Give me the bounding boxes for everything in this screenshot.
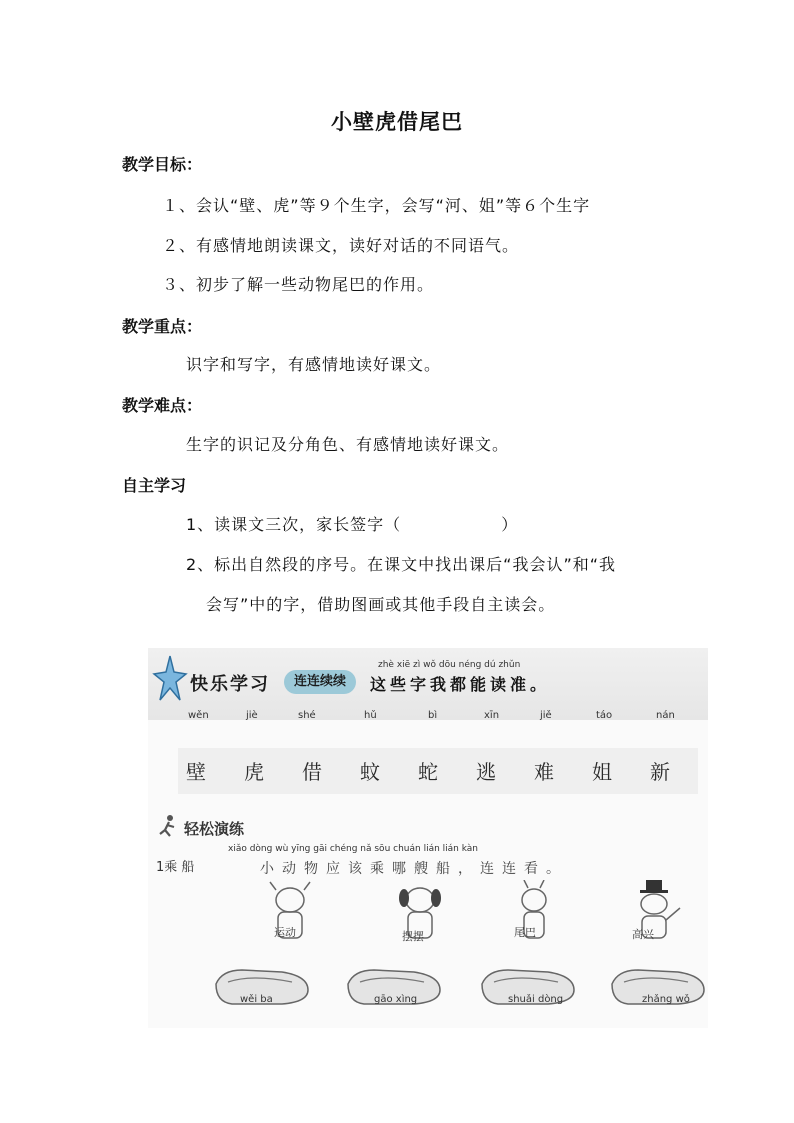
self-study-item-2-line-1: 2、标出自然段的序号。在课文中找出课后“我会认”和“我 bbox=[186, 555, 617, 574]
key-points-text: 识字和写字，有感情地读好课文。 bbox=[186, 355, 442, 374]
char-7: 难 bbox=[534, 760, 554, 784]
instruction-text: 小动物应该乘哪艘船，连连看。 bbox=[260, 861, 568, 877]
pinyin-6: xīn bbox=[484, 710, 500, 721]
pinyin-3: shé bbox=[298, 710, 316, 721]
char-3: 借 bbox=[302, 760, 322, 784]
self-study-item-1 bbox=[186, 512, 518, 535]
animal-label-4: 高兴 bbox=[632, 928, 654, 941]
self-study-item-1-close: ） bbox=[501, 515, 519, 534]
char-6: 逃 bbox=[476, 760, 496, 784]
exercise-label: 1乘 船 bbox=[156, 860, 195, 875]
worksheet-image bbox=[148, 648, 708, 1028]
char-5: 蛇 bbox=[418, 760, 438, 784]
char-9: 新 bbox=[650, 760, 670, 784]
difficulties-heading: 教学难点： bbox=[122, 396, 203, 415]
boat-label-4: zhǎng wǒ bbox=[642, 994, 690, 1005]
pinyin-8: táo bbox=[596, 710, 613, 721]
char-4: 蚊 bbox=[360, 760, 380, 784]
self-study-item-1-text: 1、读课文三次，家长签字（ bbox=[186, 515, 402, 534]
runner-icon bbox=[156, 814, 180, 840]
exercise-title: 轻松演练 bbox=[184, 820, 245, 838]
animal-label-2: 摆摆 bbox=[402, 930, 424, 943]
pinyin-1: wěn bbox=[188, 710, 209, 721]
boat-label-1: wěi ba bbox=[240, 994, 273, 1005]
star-icon bbox=[152, 654, 188, 704]
pinyin-9: nán bbox=[656, 710, 675, 721]
pinyin-7: jiě bbox=[540, 710, 552, 721]
prompt-pinyin: zhè xiē zì wǒ dōu néng dú zhǔn bbox=[378, 660, 521, 670]
pinyin-5: bì bbox=[428, 710, 438, 721]
pinyin-2: jiè bbox=[246, 710, 258, 721]
animal-label-3: 尾巴 bbox=[514, 926, 536, 939]
document-title: 小壁虎借尾巴 bbox=[331, 110, 463, 134]
objective-item-1: １、会认“壁、虎”等９个生字，会写“河、姐”等６个生字 bbox=[162, 196, 591, 215]
pinyin-4: hǔ bbox=[364, 710, 377, 721]
char-8: 姐 bbox=[592, 760, 612, 784]
boat-label-2: gāo xìng bbox=[374, 994, 418, 1005]
char-2: 虎 bbox=[244, 760, 264, 784]
objectives-heading: 教学目标： bbox=[122, 155, 203, 174]
objective-item-2: ２、有感情地朗读课文，读好对话的不同语气。 bbox=[162, 236, 520, 255]
instruction-pinyin: xiǎo dòng wù yīng gāi chéng nǎ sōu chuán lián lián kàn bbox=[228, 844, 479, 854]
key-points-heading: 教学重点： bbox=[122, 317, 203, 336]
animal-label-1: 运动 bbox=[274, 926, 296, 939]
char-1: 壁 bbox=[186, 760, 206, 784]
section-badge: 连连续续 bbox=[284, 670, 356, 694]
section-title: 快乐学习 bbox=[190, 674, 270, 695]
character-row bbox=[178, 748, 698, 794]
self-study-heading: 自主学习 bbox=[122, 476, 187, 495]
objective-item-3: ３、初步了解一些动物尾巴的作用。 bbox=[162, 275, 435, 294]
prompt-text: 这些字我都能读准。 bbox=[370, 675, 551, 694]
difficulties-text: 生字的识记及分角色、有感情地读好课文。 bbox=[186, 435, 510, 454]
self-study-item-2-line-2: 会写”中的字，借助图画或其他手段自主读会。 bbox=[206, 595, 556, 614]
boat-label-3: shuǎi dòng bbox=[508, 994, 564, 1005]
